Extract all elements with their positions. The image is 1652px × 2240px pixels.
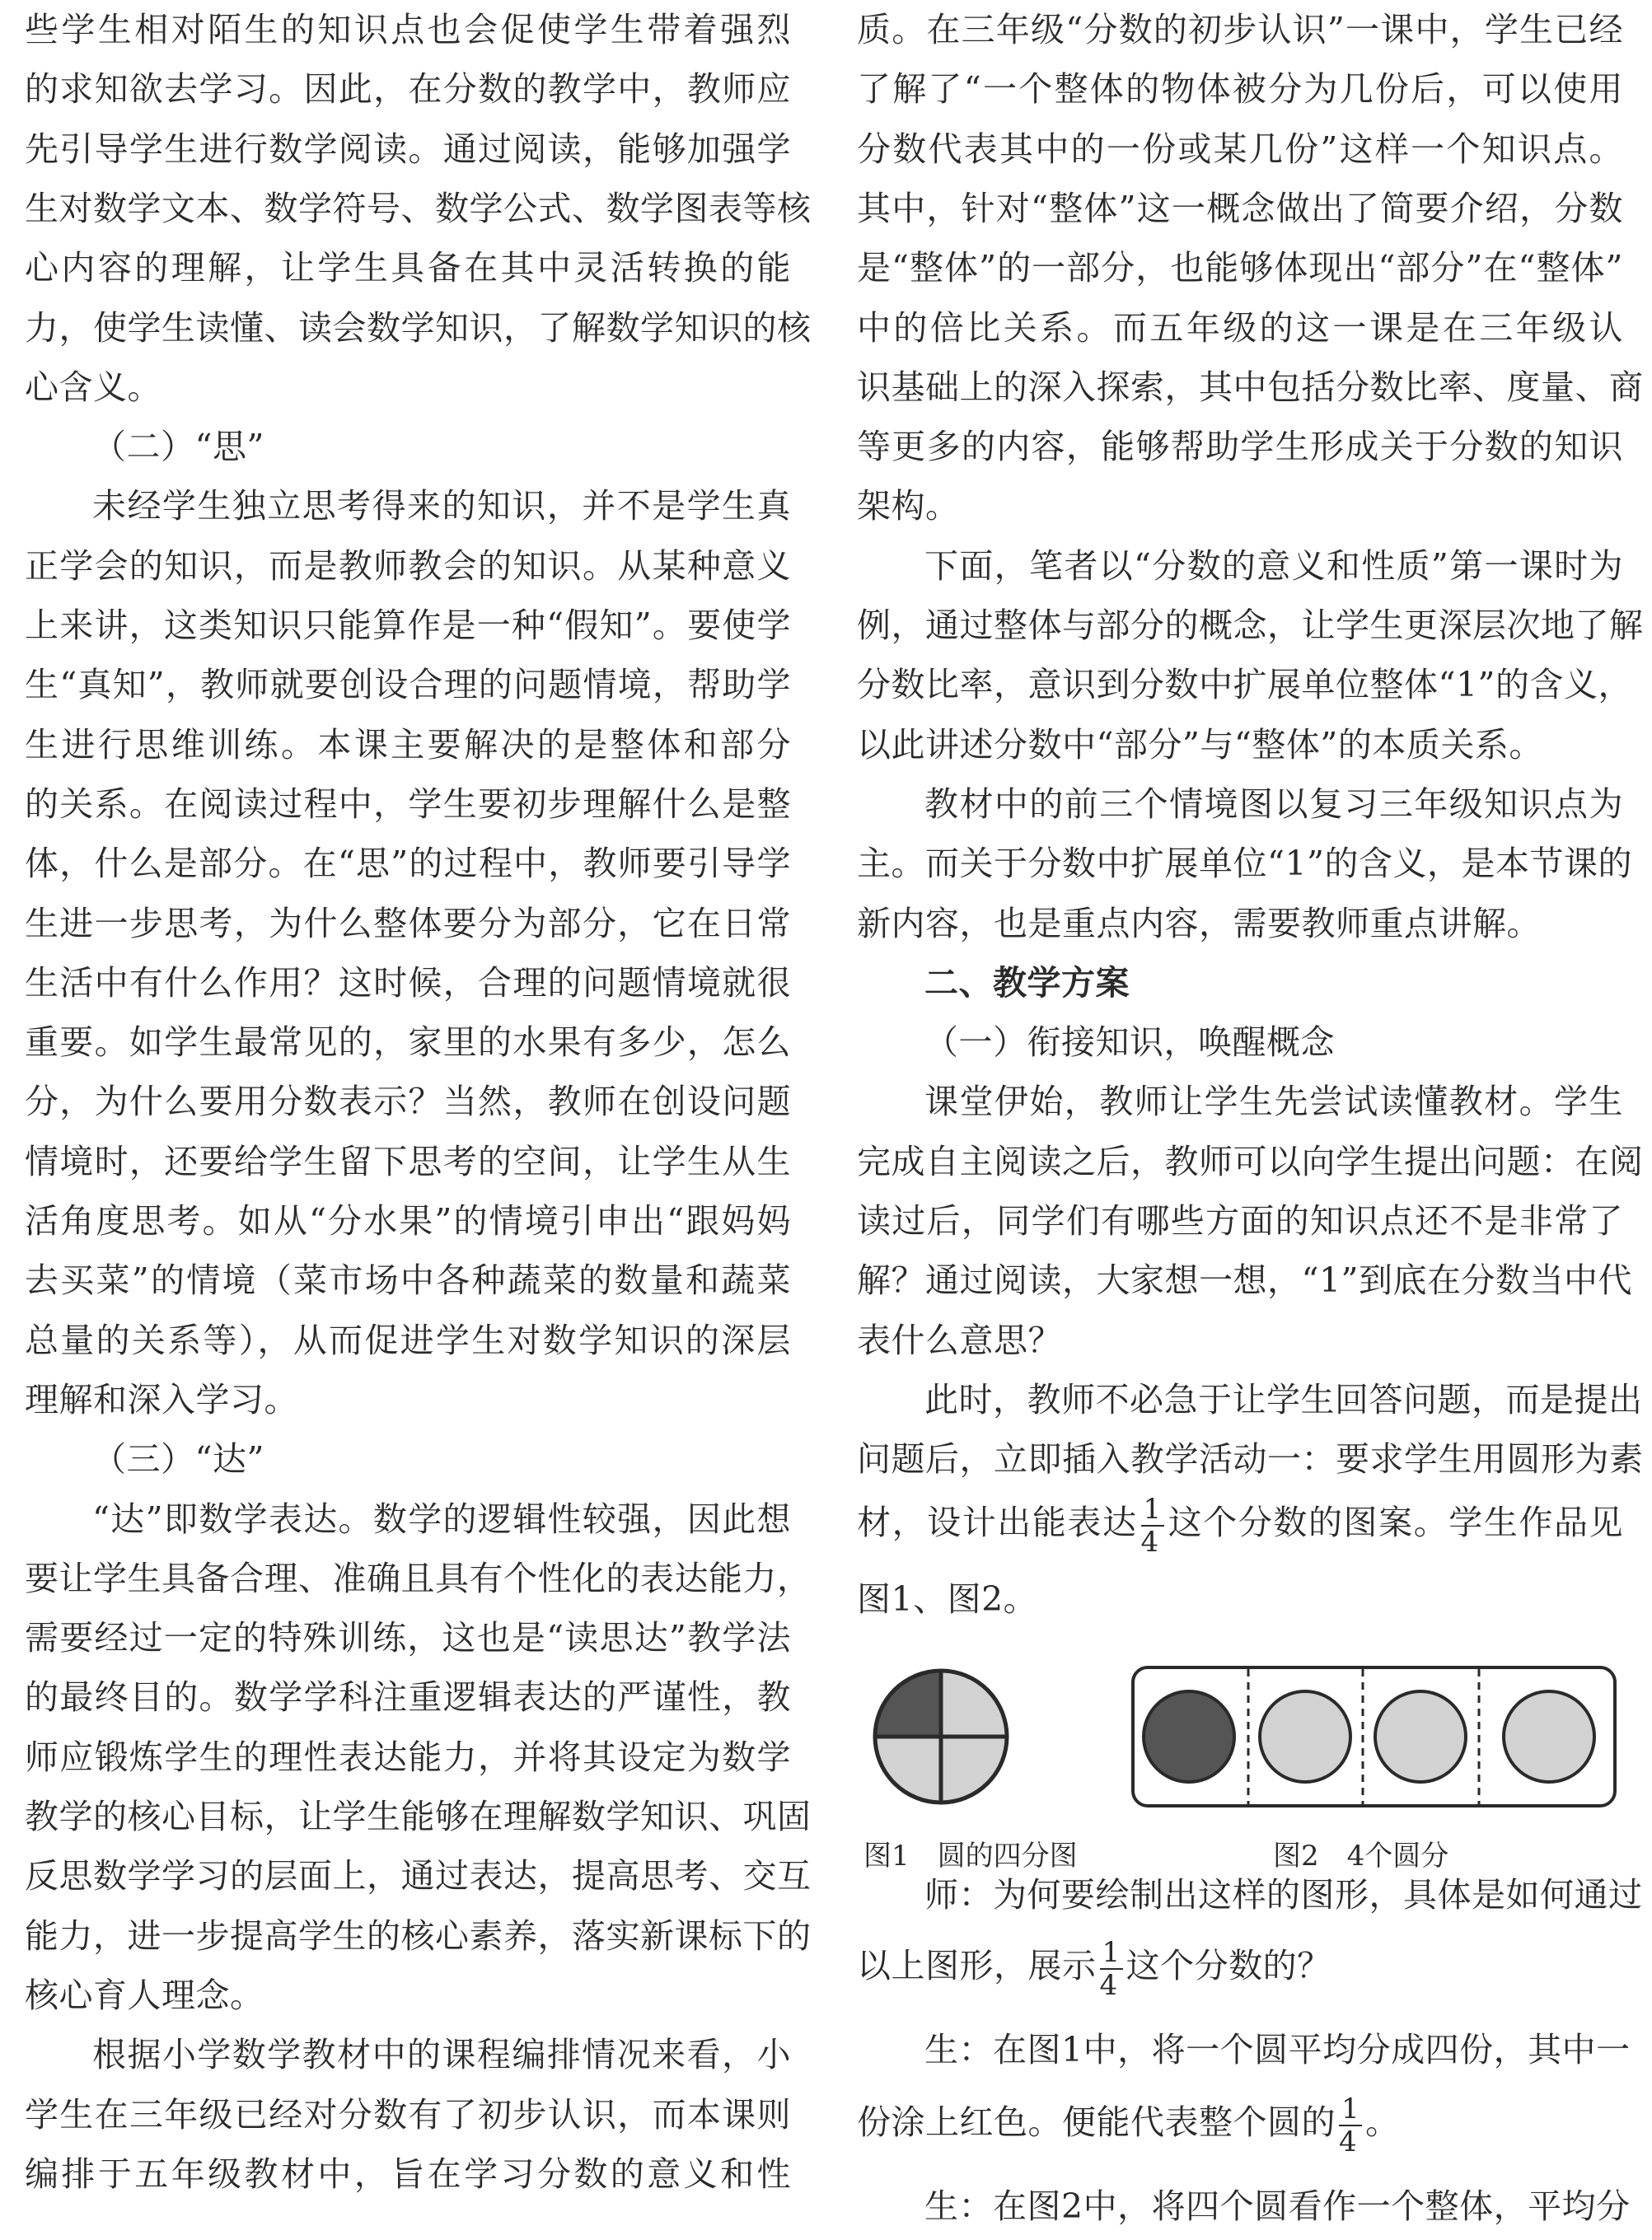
left-column-line: 未经学生独立思考得来的知识，并不是学生真 (92, 486, 791, 526)
left-column-line: 生进一步思考，为什么整体要分为部分，它在日常 (25, 903, 791, 943)
left-column-line: 些学生相对陌生的知识点也会促使学生带着强烈 (25, 10, 791, 49)
left-column-line: 重要。如学生最常见的，家里的水果有多少，怎么 (25, 1022, 791, 1063)
left-column-line: 生对数学文本、数学符号、数学公式、数学图表等核 (25, 188, 812, 228)
student-line-2: 份涂上红色。便能代表整个圆的 $\frac{1}{4}$ 。 (857, 2092, 1400, 2158)
left-column-line: 师应锻炼学生的理性表达能力，并将其设定为数学 (25, 1737, 791, 1777)
left-column-line: 的求知欲去学习。因此，在分数的教学中，教师应 (25, 69, 791, 110)
right-column-line: 教材中的前三个情境图以复习三年级知识点为 (924, 783, 1623, 824)
right-column-line: 解？通过阅读，大家想一想，“1”到底在分数当中代 (857, 1260, 1633, 1301)
left-column-line: 分，为什么要用分数表示？当然，教师在创设问题 (25, 1082, 791, 1122)
right-column-line: 课堂伊始，教师让学生先尝试读懂教材。学生 (924, 1082, 1623, 1122)
left-column-line: 情境时，还要给学生留下思考的空间，让学生从生 (25, 1141, 791, 1181)
right-column-line: 二、教学方案 (924, 962, 1130, 1003)
right-column-line: 下面，笔者以“分数的意义和性质”第一课时为 (924, 545, 1623, 586)
right-column-line: 分数代表其中的一份或某几份”这样一个知识点。 (857, 129, 1623, 169)
left-column-line: 编排于五年级教材中，旨在学习分数的意义和性 (25, 2153, 791, 2194)
left-column-line: “达”即数学表达。数学的逻辑性较强，因此想 (92, 1499, 791, 1539)
left-column-line: 的最终目的。数学学科注重逻辑表达的严谨性，教 (25, 1677, 791, 1718)
figure-2-four-circles (1133, 1667, 1615, 1806)
right-column-line: 质。在三年级“分数的初步认识”一课中，学生已经 (857, 10, 1623, 49)
figure-2-caption: 图2 4个圆分 (1273, 1840, 1449, 1873)
left-column-line: 先引导学生进行数学阅读。通过阅读，能够加强学 (25, 129, 791, 169)
right-column-line: 完成自主阅读之后，教师可以向学生提出问题：在阅 (857, 1141, 1644, 1181)
right-column-line: 问题后，立即插入教学活动一：要求学生用圆形为素 (857, 1439, 1644, 1480)
figure-1-caption: 图1 圆的四分图 (863, 1840, 1078, 1873)
activity-line: 材，设计出能表达 $\frac{1}{4}$ 这个分数的图案。学生作品见 (857, 1492, 1624, 1559)
left-column-line: 能力，进一步提高学生的核心素养，落实新课标下的 (25, 1915, 812, 1956)
circle-shaded (1144, 1691, 1234, 1782)
left-column-line: 根据小学数学教材中的课程编排情况来看，小 (92, 2035, 791, 2075)
right-column-line: （一）衔接知识，唤醒概念 (924, 1022, 1335, 1063)
left-column-line: 上来讲，这类知识只能算作是一种“假知”。要使学 (25, 606, 791, 645)
left-column-line: 体，什么是部分。在“思”的过程中，教师要引导学 (25, 844, 791, 884)
student2-line-1: 生：在图2中，将四个圆看作一个整体，平均分 (924, 2186, 1631, 2226)
right-column-line: 了解了“一个整体的物体被分为几份后，可以使用 (857, 69, 1623, 110)
left-column-line: 的关系。在阅读过程中，学生要初步理解什么是整 (25, 783, 791, 824)
left-column-line: 核心育人理念。 (25, 1975, 264, 2015)
fraction-one-quarter: $\frac{1}{4}$ (1141, 1495, 1164, 1556)
left-column-line: 活角度思考。如从“分水果”的情境引申出“跟妈妈 (25, 1201, 791, 1241)
figures (857, 1656, 1623, 1873)
right-column-line: 其中，针对“整体”这一概念做出了简要介绍，分数 (857, 188, 1623, 228)
circle-plain (1375, 1691, 1466, 1782)
circle-plain (1260, 1691, 1350, 1782)
left-column-line: 要让学生具备合理、准确且具有个性化的表达能力， (25, 1558, 812, 1598)
right-column-line: 主。而关于分数中扩展单位“1”的含义，是本节课的 (857, 844, 1633, 884)
left-column-line: 去买菜”的情境（菜市场中各种蔬菜的数量和蔬菜 (25, 1260, 791, 1301)
left-column-line: 需要经过一定的特殊训练，这也是“读思达”教学法 (25, 1618, 791, 1658)
left-column-line: 学生在三年级已经对分数有了初步认识，而本课则 (25, 2094, 791, 2135)
left-column-line: 总量的关系等），从而促进学生对数学知识的深层 (25, 1320, 791, 1360)
circle-plain (1504, 1691, 1594, 1782)
left-column-line: 理解和深入学习。 (25, 1379, 298, 1419)
figure-graphics (857, 1656, 1623, 1821)
teacher-line-1: 师：为何要绘制出这样的图形，具体是如何通过 (924, 1875, 1643, 1915)
left-column-line: 生“真知”，教师就要创设合理的问题情境，帮助学 (25, 665, 791, 705)
left-column-line: 生进行思维训练。本课主要解决的是整体和部分 (25, 724, 791, 765)
right-column-line: 等更多的内容，能够帮助学生形成关于分数的知识 (857, 427, 1623, 467)
right-column-line: 识基础上的深入探索，其中包括分数比率、度量、商 (857, 367, 1644, 407)
left-column-line: 生活中有什么作用？这时候，合理的问题情境就很 (25, 962, 791, 1003)
right-column-line: 分数比率，意识到分数中扩展单位整体“1”的含义， (857, 665, 1633, 705)
left-column-line: 教学的核心目标，让学生能够在理解数学知识、巩固 (25, 1797, 812, 1836)
right-column-line: 以此讲述分数中“部分”与“整体”的本质关系。 (857, 724, 1543, 765)
right-column-line: 此时，教师不必急于让学生回答问题，而是提出 (924, 1379, 1643, 1419)
right-column-line: 例，通过整体与部分的概念，让学生更深层次地了解 (857, 606, 1644, 645)
right-column-line: 表什么意思？ (857, 1320, 1062, 1360)
left-column-line: （三）“达” (92, 1439, 264, 1480)
fraction-one-quarter: $\frac{1}{4}$ (1339, 2095, 1362, 2156)
teacher-line-2: 以上图形，展示 $\frac{1}{4}$ 这个分数的？ (857, 1935, 1331, 2002)
left-column-line: 反思数学学习的层面上，通过表达，提高思考、交互 (25, 1856, 812, 1896)
right-column-line: 读过后，同学们有哪些方面的知识点还不是非常了 (857, 1201, 1623, 1241)
right-column-line: 是“整体”的一部分，也能够体现出“部分”在“整体” (857, 248, 1623, 288)
left-column-line: 力，使学生读懂、读会数学知识，了解数学知识的核 (25, 307, 812, 348)
activity-ref: 图1、图2。 (857, 1579, 1038, 1619)
left-column-line: 正学会的知识，而是教师教会的知识。从某种意义 (25, 545, 791, 586)
fraction-one-quarter: $\frac{1}{4}$ (1100, 1938, 1123, 1999)
left-column-line: 心内容的理解，让学生具备在其中灵活转换的能 (25, 248, 791, 288)
left-column-line: （二）“思” (92, 427, 264, 467)
right-column-line: 架构。 (857, 486, 960, 526)
left-column-line: 心含义。 (25, 367, 161, 407)
right-column-line: 新内容，也是重点内容，需要教师重点讲解。 (857, 903, 1541, 943)
right-column-line: 中的倍比关系。而五年级的这一课是在三年级认 (857, 307, 1623, 348)
figure-1-quartered-circle (875, 1671, 1007, 1803)
student-line-1: 生：在图1中，将一个圆平均分成四份，其中一 (924, 2030, 1631, 2069)
